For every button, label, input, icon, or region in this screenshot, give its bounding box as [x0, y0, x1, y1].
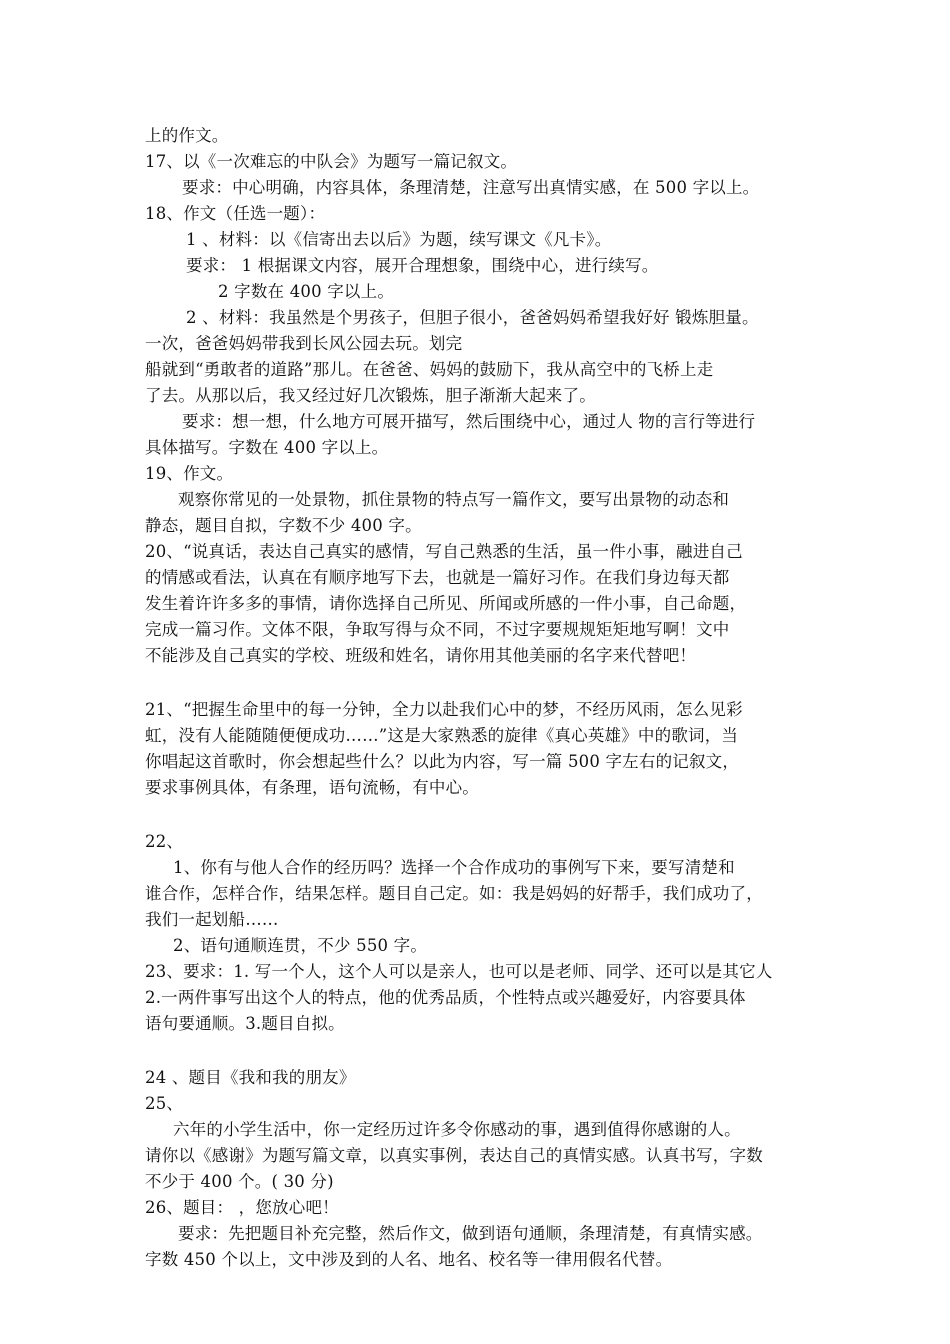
- text-line: 18、作文（任选一题）：: [145, 204, 326, 223]
- text-line: 船就到“勇敢者的道路”那儿。在爸爸、妈妈的鼓励下，我从高空中的飞桥上走: [145, 360, 714, 379]
- text-line: 要求：中心明确，内容具体，条理清楚，注意写出真情实感，在 500 字以上。: [182, 178, 760, 197]
- text-line: 1、你有与他人合作的经历吗？选择一个合作成功的事例写下来，要写清楚和: [173, 858, 735, 877]
- text-line: 2.一两件事写出这个人的特点，他的优秀品质，个性特点或兴趣爱好，内容要具体: [145, 988, 746, 1007]
- text-line: 2、语句通顺连贯，不少 550 字。: [173, 936, 428, 955]
- text-line: 字数 450 个以上，文中涉及到的人名、地名、校名等一律用假名代替。: [145, 1250, 673, 1269]
- text-line: 虹，没有人能随随便便成功……”这是大家熟悉的旋律《真心英雄》中的歌词，当: [145, 726, 739, 745]
- text-line: 2 、材料：我虽然是个男孩子，但胆子很小，爸爸妈妈希望我好好 锻炼胆量。: [186, 308, 759, 327]
- text-line: 24 、题目《我和我的朋友》: [145, 1068, 356, 1087]
- text-line: 22、: [145, 832, 184, 851]
- text-line: 21、“把握生命里中的每一分钟，全力以赴我们心中的梦，不经历风雨，怎么见彩: [145, 700, 743, 719]
- text-line: 具体描写。字数在 400 字以上。: [145, 438, 389, 457]
- text-line: 要求： 1 根据课文内容，展开合理想象，围绕中心，进行续写。: [186, 256, 659, 275]
- text-line: 23、要求：1. 写一个人，这个人可以是亲人，也可以是老师、同学、还可以是其它人: [145, 962, 773, 981]
- text-line: 语句要通顺。3.题目自拟。: [145, 1014, 345, 1033]
- text-line: 谁合作，怎样合作，结果怎样。题目自己定。如：我是妈妈的好帮手，我们成功了，: [145, 884, 763, 903]
- text-line: 六年的小学生活中，你一定经历过许多令你感动的事，遇到值得你感谢的人。: [173, 1120, 741, 1139]
- text-line: 我们一起划船……: [145, 910, 279, 929]
- text-line: 上的作文。: [145, 126, 229, 145]
- text-line: 静态，题目自拟，字数不少 400 字。: [145, 516, 422, 535]
- text-line: 你唱起这首歌时，你会想起些什么？以此为内容，写一篇 500 字左右的记叙文，: [145, 752, 740, 771]
- text-line: 不少于 400 个。( 30 分): [145, 1172, 334, 1191]
- text-line: 26、题目： ，您放心吧！: [145, 1198, 339, 1217]
- text-line: 要求事例具体，有条理，语句流畅，有中心。: [145, 778, 479, 797]
- text-line: 完成一篇习作。文体不限，争取写得与众不同，不过字要规规矩矩地写啊！文中: [145, 620, 730, 639]
- text-line: 17、以《一次难忘的中队会》为题写一篇记叙文。: [145, 152, 518, 171]
- text-line: 要求：想一想，什么地方可展开描写，然后围绕中心，通过人 物的言行等进行: [182, 412, 756, 431]
- text-line: 请你以《感谢》为题写篇文章，以真实事例，表达自己的真情实感。认真书写，字数: [145, 1146, 763, 1165]
- text-line: 不能涉及自己真实的学校、班级和姓名，请你用其他美丽的名字来代替吧！: [145, 646, 697, 665]
- text-line: 了去。从那以后，我又经过好几次锻炼，胆子渐渐大起来了。: [145, 386, 596, 405]
- text-line: 1 、材料：以《信寄出去以后》为题，续写课文《凡卡》。: [186, 230, 612, 249]
- text-line: 发生着许许多多的事情，请你选择自己所见、所闻或所感的一件小事，自己命题，: [145, 594, 747, 613]
- text-line: 20、“说真话，表达自己真实的感情，写自己熟悉的生活，虽一件小事，融进自己: [145, 542, 743, 561]
- text-line: 要求：先把题目补充完整，然后作文，做到语句通顺，条理清楚，有真情实感。: [178, 1224, 763, 1243]
- text-line: 的情感或看法，认真在有顺序地写下去，也就是一篇好习作。在我们身边每天都: [145, 568, 730, 587]
- text-line: 19、作文。: [145, 464, 234, 483]
- text-line: 25、: [145, 1094, 184, 1113]
- text-line: 一次，爸爸妈妈带我到长风公园去玩。划完: [145, 334, 463, 353]
- text-line: 观察你常见的一处景物，抓住景物的特点写一篇作文，要写出景物的动态和: [178, 490, 730, 509]
- text-line: 2 字数在 400 字以上。: [218, 282, 395, 301]
